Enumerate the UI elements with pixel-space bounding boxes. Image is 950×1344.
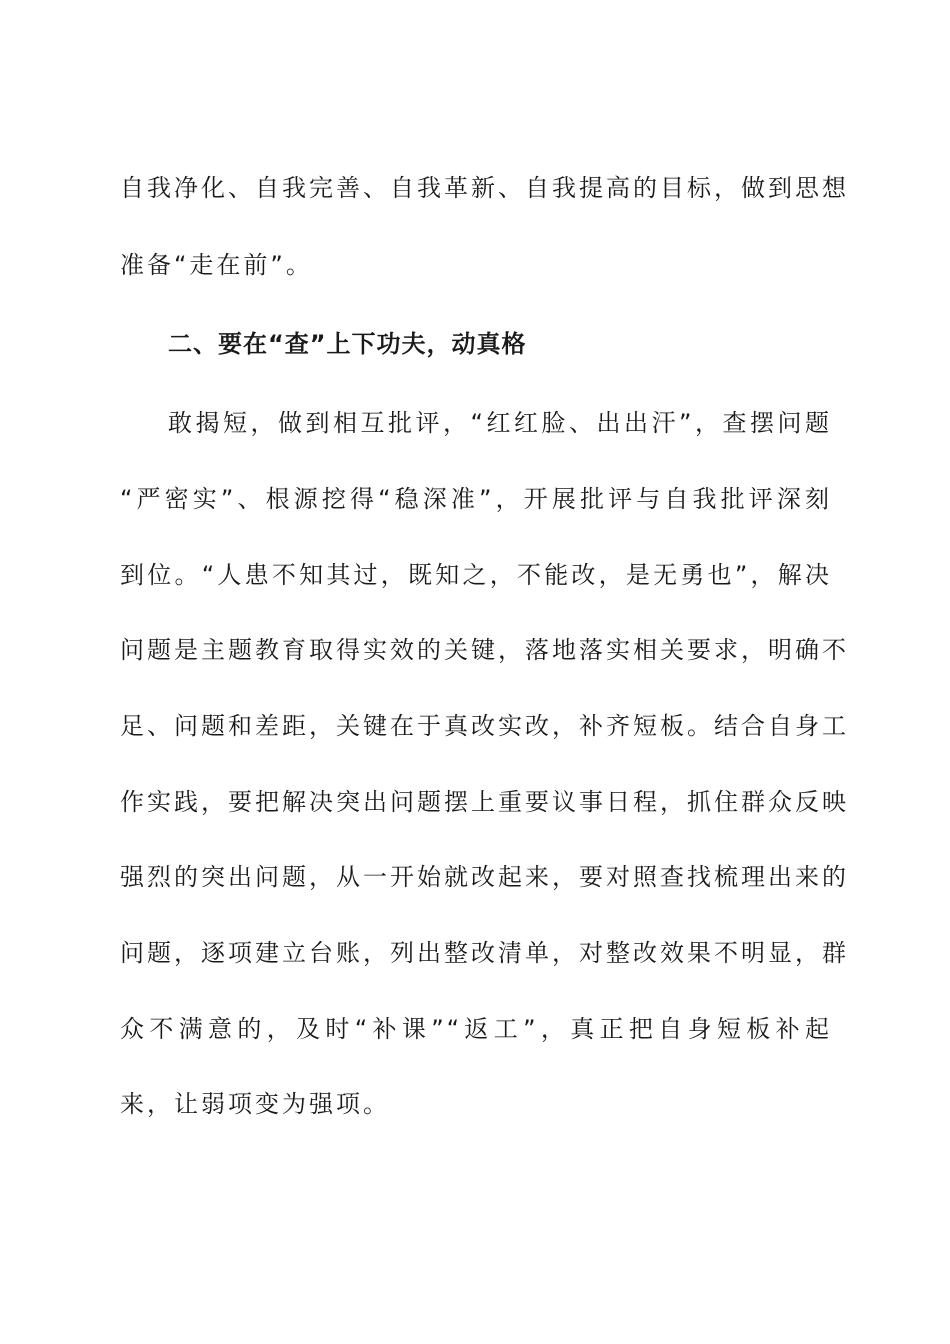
paragraph-line: 到位。“人患不知其过，既知之，不能改，是无勇也”，解决 (120, 561, 832, 589)
section-heading: 二、要在“查”上下功夫，动真格 (168, 330, 527, 358)
paragraph-line: 问题，逐项建立台账，列出整改清单，对整改效果不明显，群 (120, 939, 849, 967)
paragraph-line: 强烈的突出问题，从一开始就改起来，要对照查找梳理出来的 (120, 863, 849, 891)
paragraph-line: 作实践，要把解决突出问题摆上重要议事日程，抓住群众反映 (120, 788, 849, 816)
paragraph-line: 来，让弱项变为强项。 (120, 1090, 390, 1118)
paragraph-line: 自我净化、自我完善、自我革新、自我提高的目标，做到思想 (120, 174, 849, 202)
paragraph-line: 足、问题和差距，关键在于真改实改，补齐短板。结合自身工 (120, 712, 849, 740)
paragraph-line: 问题是主题教育取得实效的关键，落地落实相关要求，明确不 (120, 636, 849, 664)
paragraph-line: 准备“走在前”。 (120, 251, 313, 279)
paragraph-line: 众不满意的，及时“补课”“返工”，真正把自身短板补起 (120, 1015, 832, 1043)
paragraph-line: “严密实”、根源挖得“稳深准”，开展批评与自我批评深刻 (120, 485, 832, 513)
paragraph-line: 敢揭短，做到相互批评，“红红脸、出出汗”，查摆问题 (168, 409, 832, 437)
